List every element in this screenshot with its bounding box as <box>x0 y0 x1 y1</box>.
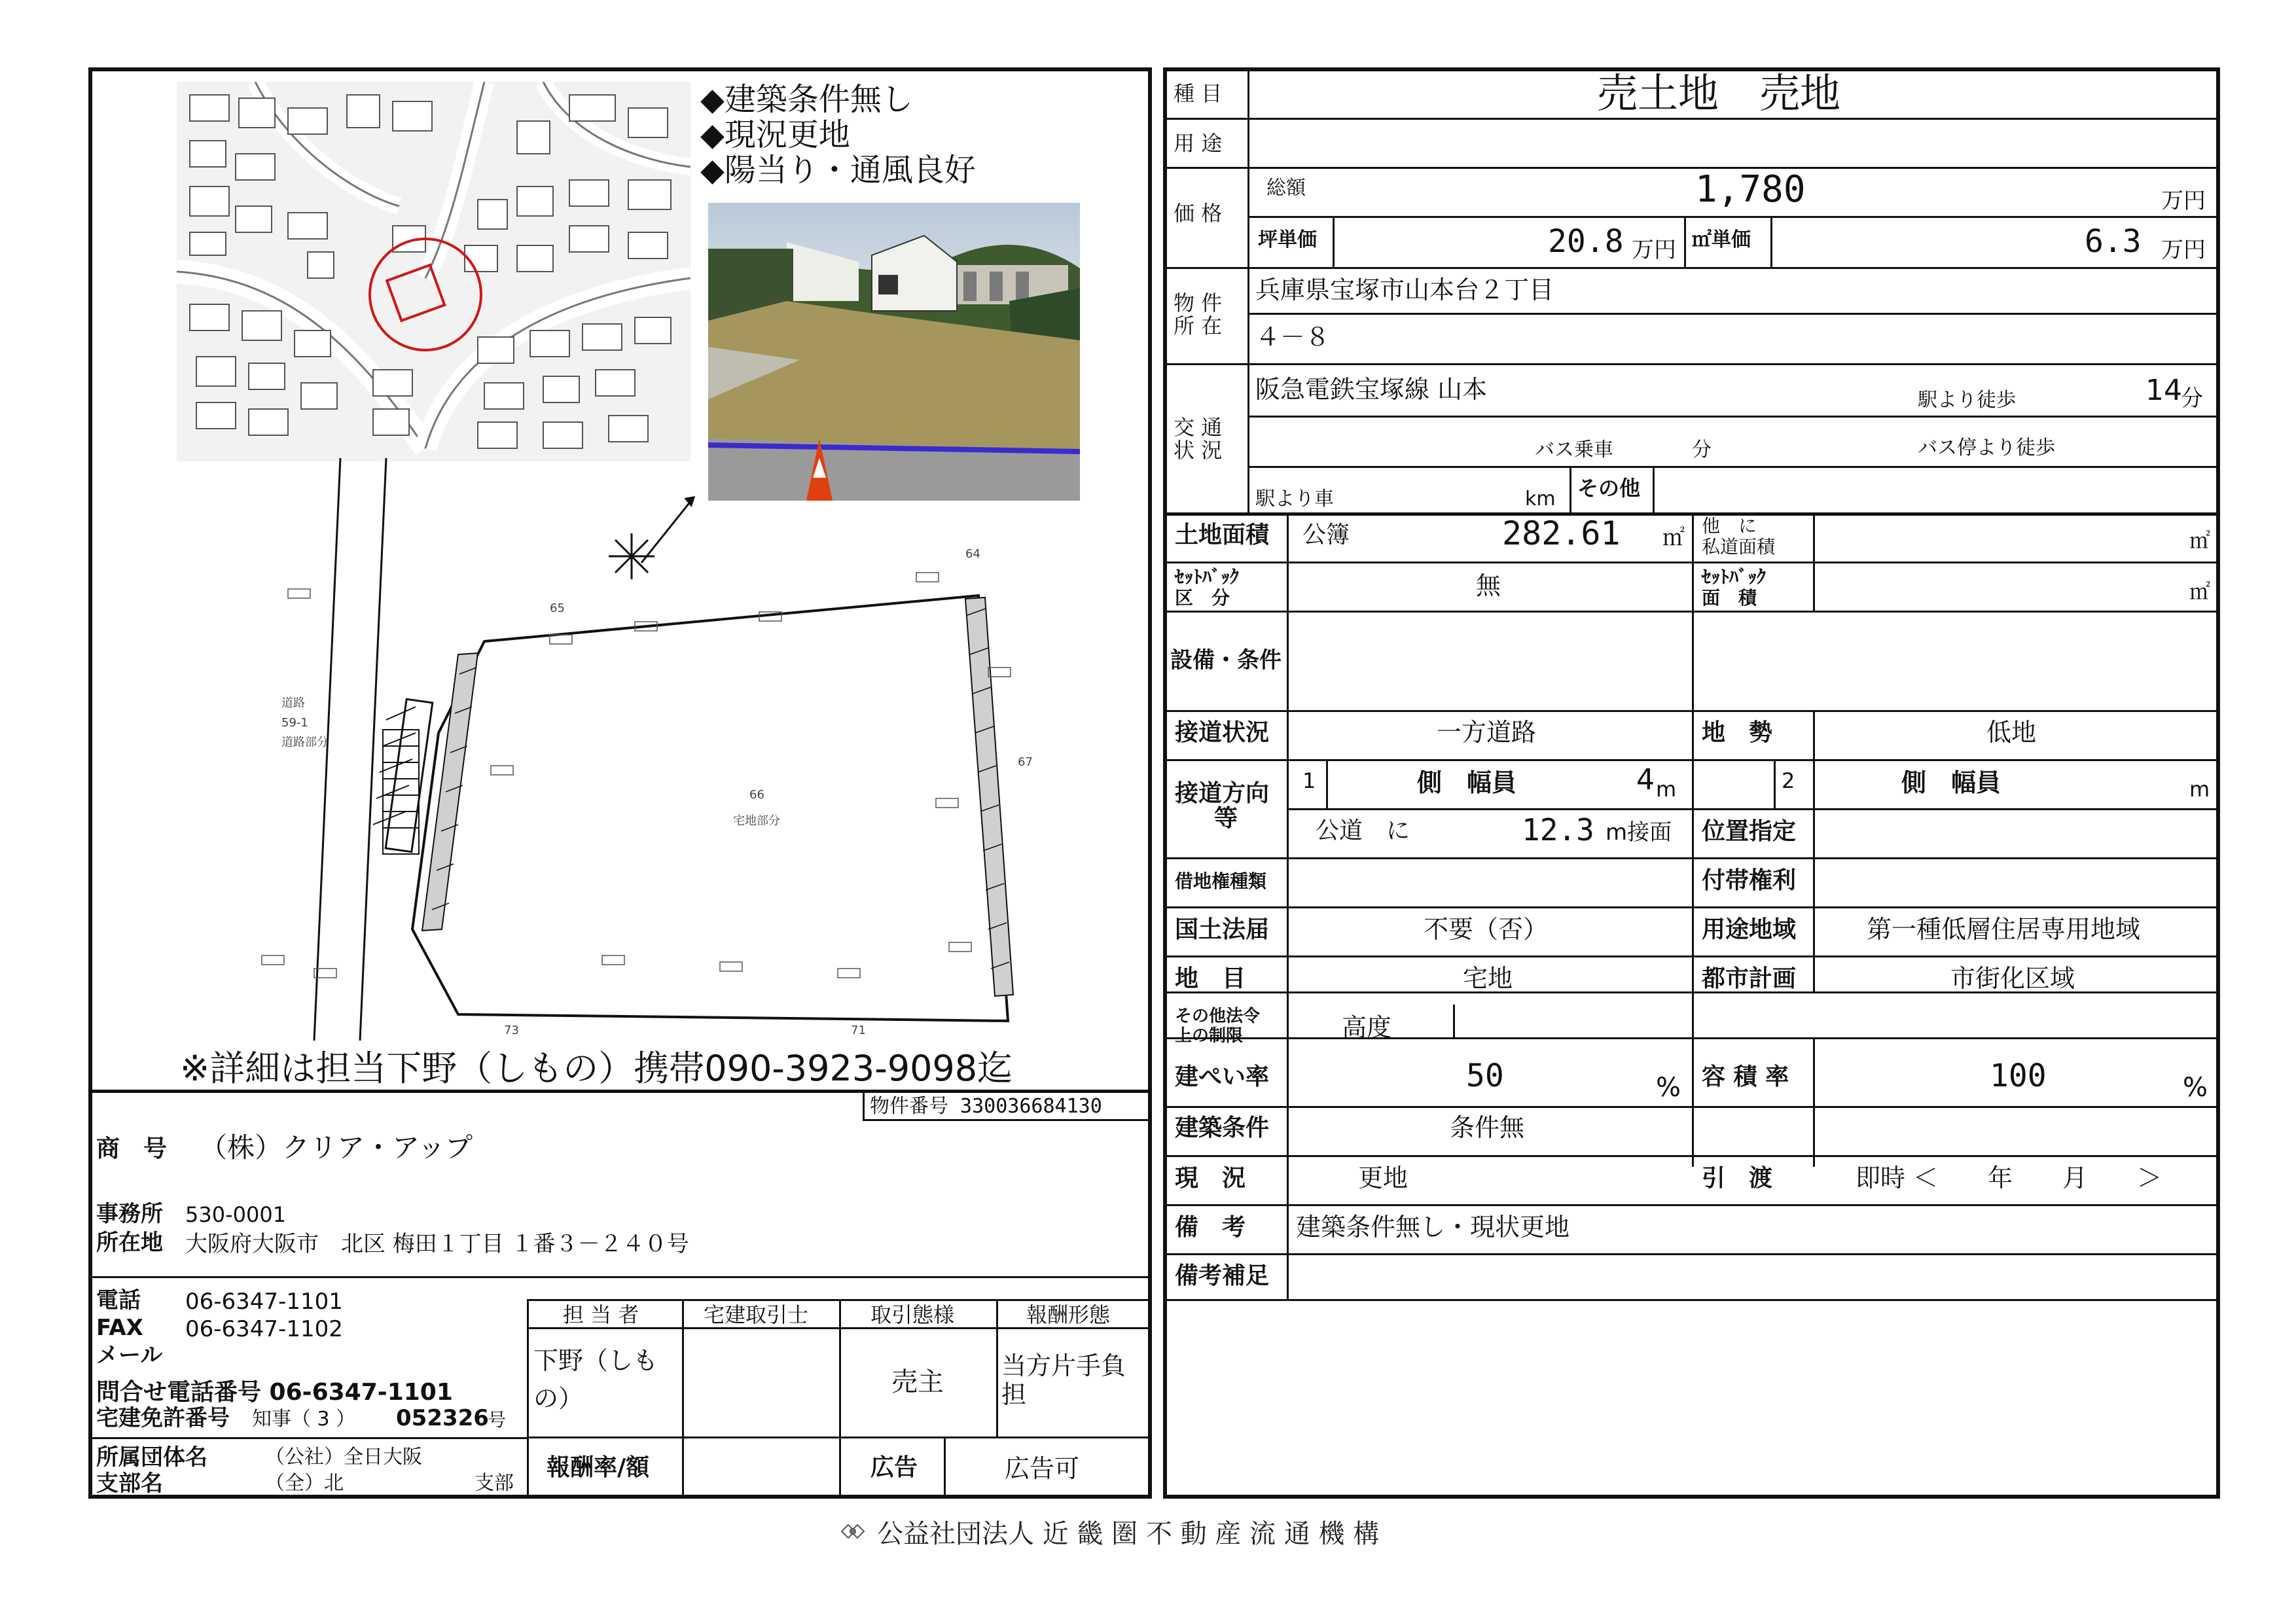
row-line-location-mid <box>1247 313 2220 315</box>
remarks-value: 建築条件無し・現状更地 <box>1296 1213 1570 1241</box>
attached-label: 付帯権利 <box>1702 867 1797 894</box>
label-col-divider-top <box>1247 67 1249 512</box>
walk-minutes: 14 <box>2145 374 2182 407</box>
agent-header-broker: 宅建取引士 <box>704 1302 809 1327</box>
lease-label: 借地権種類 <box>1175 870 1267 892</box>
tsubo-price: 20.8 <box>1548 223 1624 260</box>
row-line-road-dir <box>1163 857 2220 859</box>
agent-ad-label: 広告 <box>870 1454 918 1481</box>
plan-n65: 65 <box>550 601 565 615</box>
feature-3: ◆陽当り・通風良好 <box>700 152 976 188</box>
build-cond-value: 条件無 <box>1450 1113 1525 1142</box>
other-divider-2 <box>1653 466 1655 512</box>
row-line-price-mid <box>1247 216 2220 218</box>
tel-value: 06-6347-1101 <box>185 1289 343 1315</box>
zone-value: 第一種低層住居専用地域 <box>1867 915 2141 944</box>
total-unit: 万円 <box>2161 188 2206 214</box>
terrain-label: 地 勢 <box>1702 719 1773 746</box>
kind-label: 種 目 <box>1174 81 1223 106</box>
national-land-value: 不要（否） <box>1424 915 1549 944</box>
row-line-transport-2 <box>1247 466 2220 468</box>
address: 大阪府大阪市 北区 梅田１丁目 １番３－２４０号 <box>185 1231 689 1257</box>
setback-label-2: 区 分 <box>1175 587 1230 609</box>
location-line-1: 兵庫県宝塚市山本台２丁目 <box>1255 276 1554 304</box>
tsubo-unit: 万円 <box>1632 237 1676 263</box>
location-line-2: ４－８ <box>1255 323 1331 351</box>
row-line-location <box>1163 363 2220 365</box>
far-label: 容 積 率 <box>1702 1063 1789 1090</box>
side1-divider <box>1326 759 1328 808</box>
agent-deal-type: 売主 <box>891 1367 944 1397</box>
setback-label-1: ｾｯﾄﾊﾞｯｸ <box>1175 566 1240 588</box>
office-label: 事務所 <box>96 1201 163 1227</box>
other-law-label-2: 上の制限 <box>1175 1026 1244 1046</box>
bus-label: バス乗車 <box>1535 438 1613 461</box>
current-label: 現 況 <box>1175 1165 1246 1192</box>
row-line-build-cond <box>1163 1155 2220 1157</box>
setback-area-unit: ㎡ <box>2189 579 2211 604</box>
row-line-setback <box>1163 611 2220 613</box>
row-line-coverage <box>1163 1106 2220 1108</box>
agent-table-col3 <box>996 1299 998 1436</box>
build-cond-label: 建築条件 <box>1175 1115 1270 1141</box>
frontage: 12.3 <box>1522 812 1594 847</box>
association-label: 所属団体名 <box>96 1444 207 1471</box>
road-dir-label-2: 等 <box>1214 805 1238 832</box>
private-road-label-2: 私道面積 <box>1702 536 1776 558</box>
detail-note: ※詳細は担当下野（しもの）携帯090-3923-9098迄 <box>180 1048 1013 1089</box>
agent-header-fee: 報酬形態 <box>1026 1302 1111 1327</box>
land-area-kind: 公簿 <box>1302 522 1350 548</box>
facility-label: 設備・条件 <box>1170 647 1282 673</box>
side1-label: 側 幅員 <box>1417 768 1517 797</box>
row-line-other-law <box>1163 1037 2220 1039</box>
current-value: 更地 <box>1358 1164 1408 1192</box>
row-line-national-land <box>1163 955 2220 957</box>
row-line-lease <box>1163 906 2220 908</box>
row-line-area <box>1163 562 2220 563</box>
far-percent: % <box>2183 1073 2208 1103</box>
city-plan-label: 都市計画 <box>1702 965 1797 992</box>
public-road: 公道 に <box>1316 817 1410 844</box>
license-suffix: 号 <box>488 1409 507 1431</box>
sqm-divider-2 <box>1770 216 1772 267</box>
plan-n64: 64 <box>965 547 980 561</box>
row-line-road-status <box>1163 759 2220 761</box>
license-label: 宅建免許番号 <box>96 1405 230 1431</box>
site-photo <box>708 203 1080 501</box>
company-divider <box>88 1276 1152 1278</box>
use-label: 用 途 <box>1174 131 1223 156</box>
land-area-label: 土地面積 <box>1175 522 1270 548</box>
agent-fee-rate-label: 報酬率/額 <box>547 1454 650 1481</box>
sqm-divider <box>1684 216 1686 267</box>
bus-walk-label: バス停より徒歩 <box>1918 437 2055 459</box>
row-line-price <box>1163 267 2220 269</box>
trade-name-label: 商 号 <box>96 1135 168 1162</box>
plan-n71: 71 <box>851 1024 866 1037</box>
row-line-transport-1 <box>1247 416 2220 418</box>
footer <box>838 1516 1492 1548</box>
location-label-2: 所 在 <box>1174 313 1223 338</box>
col-label-c2 <box>1813 710 1815 991</box>
location-map <box>177 82 691 461</box>
private-road-label-1: 他 に <box>1702 515 1757 537</box>
tel-label: 電話 <box>96 1287 141 1313</box>
branch-suffix: 支部 <box>475 1472 514 1495</box>
row-line-current <box>1163 1204 2220 1206</box>
trade-name: （株）クリア・アップ <box>200 1132 473 1164</box>
frontage-unit: m接面 <box>1605 819 1672 846</box>
agent-ad-value: 広告可 <box>1005 1454 1080 1483</box>
agent-fee-form-line2: 担 <box>1001 1380 1027 1409</box>
other-law-value: 高度 <box>1342 1013 1392 1042</box>
branch: （全）北 <box>265 1472 344 1495</box>
remarks-label: 備 考 <box>1175 1214 1246 1241</box>
agent-fee-form-line1: 当方片手負 <box>1001 1351 1126 1380</box>
other-label: その他 <box>1577 476 1641 501</box>
feature-1: ◆建築条件無し <box>700 81 913 118</box>
license-number: 052326 <box>396 1405 489 1431</box>
road-dir-label-1: 接道方向 <box>1175 780 1270 807</box>
station-line: 阪急電鉄宝塚線 山本 <box>1255 375 1488 404</box>
setback-area-label-1: ｾｯﾄﾊﾞｯｸ <box>1702 566 1767 588</box>
mail-label: メール <box>96 1342 163 1368</box>
side2-divider-b <box>1813 759 1815 808</box>
row-line-remarks-extra <box>1163 1299 2220 1301</box>
far-value: 100 <box>1990 1058 2047 1094</box>
tsubo-label: 坪単価 <box>1258 228 1317 251</box>
walk-label: 駅より徒歩 <box>1918 389 2016 412</box>
land-cat-label: 地 目 <box>1175 965 1246 992</box>
private-road-unit: ㎡ <box>2189 528 2211 553</box>
col-label-c3 <box>1813 1037 1815 1167</box>
row-line-remarks <box>1163 1253 2220 1255</box>
property-number: 物件番号 330036684130 <box>863 1091 1152 1121</box>
address-label: 所在地 <box>96 1230 163 1256</box>
remarks-extra-label: 備考補足 <box>1175 1262 1270 1289</box>
coverage-percent: % <box>1656 1073 1681 1103</box>
agent-person-line1: 下野（しも <box>533 1346 658 1375</box>
other-divider <box>1570 466 1571 512</box>
side2-no: 2 <box>1782 768 1795 793</box>
walk-unit: 分 <box>2181 385 2203 412</box>
agent-table-col3b <box>944 1436 946 1499</box>
total-label: 総額 <box>1266 177 1306 200</box>
agent-header-deal: 取引態様 <box>870 1302 955 1327</box>
row-line-land-cat <box>1163 991 2220 993</box>
sqm-label: ㎡単価 <box>1692 228 1751 251</box>
side1-no: 1 <box>1302 768 1316 793</box>
car-label: 駅より車 <box>1255 488 1334 510</box>
land-area-unit: ㎡ <box>1662 525 1685 551</box>
setback-area-label-2: 面 積 <box>1702 587 1757 609</box>
car-unit: km <box>1525 488 1556 510</box>
survey-plan <box>183 458 1047 1047</box>
plan-road-part: 道路部分 <box>281 736 329 749</box>
row-line-kind <box>1163 118 2220 120</box>
road-status-label: 接道状況 <box>1175 719 1270 746</box>
city-plan-value: 市街化区域 <box>1950 964 2075 993</box>
sqm-unit: 万円 <box>2161 237 2206 263</box>
inquiry-phone: 問合せ電話番号 06-6347-1101 <box>96 1379 453 1406</box>
side2-divider-a <box>1774 759 1776 808</box>
row-line-facility <box>1163 710 2220 712</box>
row-line-use <box>1163 167 2220 169</box>
location-label-1: 物 件 <box>1174 291 1223 315</box>
agent-table-col2 <box>839 1299 841 1499</box>
land-area-value: 282.61 <box>1502 514 1621 552</box>
road-status-value: 一方道路 <box>1437 718 1537 747</box>
association-logo-icon <box>838 1521 868 1542</box>
agent-person-line2: の） <box>533 1384 584 1413</box>
price-label: 価 格 <box>1174 201 1223 226</box>
plan-lot-kind: 宅地部分 <box>733 814 780 828</box>
other-law-label-1: その他法令 <box>1175 1007 1261 1026</box>
branch-label: 支部名 <box>96 1471 163 1497</box>
bus-unit: 分 <box>1692 438 1712 461</box>
transport-label-1: 交 通 <box>1174 415 1223 440</box>
handover-value: 即時 ＜ 年 月 ＞ <box>1856 1164 2162 1192</box>
total-price: 1,780 <box>1695 168 1806 211</box>
col-label-a <box>1287 512 1289 1299</box>
fax-value: 06-6347-1102 <box>185 1316 343 1342</box>
terrain-value: 低地 <box>1986 718 2037 747</box>
fax-label: FAX <box>96 1315 143 1341</box>
feature-2: ◆現況更地 <box>700 116 850 153</box>
other-law-divider <box>1453 1005 1455 1037</box>
side1-width-unit: m <box>1656 777 1677 802</box>
plan-n67: 67 <box>1018 755 1033 769</box>
plan-road-no: 59-1 <box>281 716 308 730</box>
sqm-price: 6.3 <box>2085 223 2142 260</box>
land-cat-value: 宅地 <box>1463 964 1513 993</box>
plan-lot-no: 66 <box>749 788 764 802</box>
tsubo-divider <box>1333 216 1335 267</box>
footer-text: 公益社団法人 近 畿 圏 不 動 産 流 通 機 構 <box>877 1519 1380 1549</box>
row-line-road-dir-mid <box>1287 808 2220 810</box>
postal-code: 530-0001 <box>185 1202 287 1227</box>
license-divider <box>88 1437 527 1439</box>
side2-width-unit: m <box>2189 777 2210 802</box>
setback-value: 無 <box>1476 571 1501 600</box>
zone-label: 用途地域 <box>1702 916 1797 943</box>
side1-width: 4 <box>1636 763 1655 796</box>
agent-header-person: 担 当 者 <box>563 1302 639 1327</box>
agent-table-col1 <box>682 1299 684 1499</box>
license-kind: 知事（ 3 ） <box>252 1408 356 1431</box>
plan-road-name: 道路 <box>281 696 305 710</box>
coverage-value: 50 <box>1466 1058 1504 1094</box>
handover-label: 引 渡 <box>1702 1165 1773 1192</box>
kind-value: 売土地 売地 <box>1597 69 1841 117</box>
side2-label: 側 幅員 <box>1901 768 2001 797</box>
designation-label: 位置指定 <box>1702 818 1797 845</box>
transport-label-2: 状 況 <box>1174 438 1223 463</box>
coverage-label: 建ぺい率 <box>1175 1063 1270 1090</box>
national-land-label: 国土法届 <box>1175 916 1270 943</box>
plan-n73: 73 <box>504 1024 519 1037</box>
association: （公社）全日大阪 <box>265 1446 422 1469</box>
